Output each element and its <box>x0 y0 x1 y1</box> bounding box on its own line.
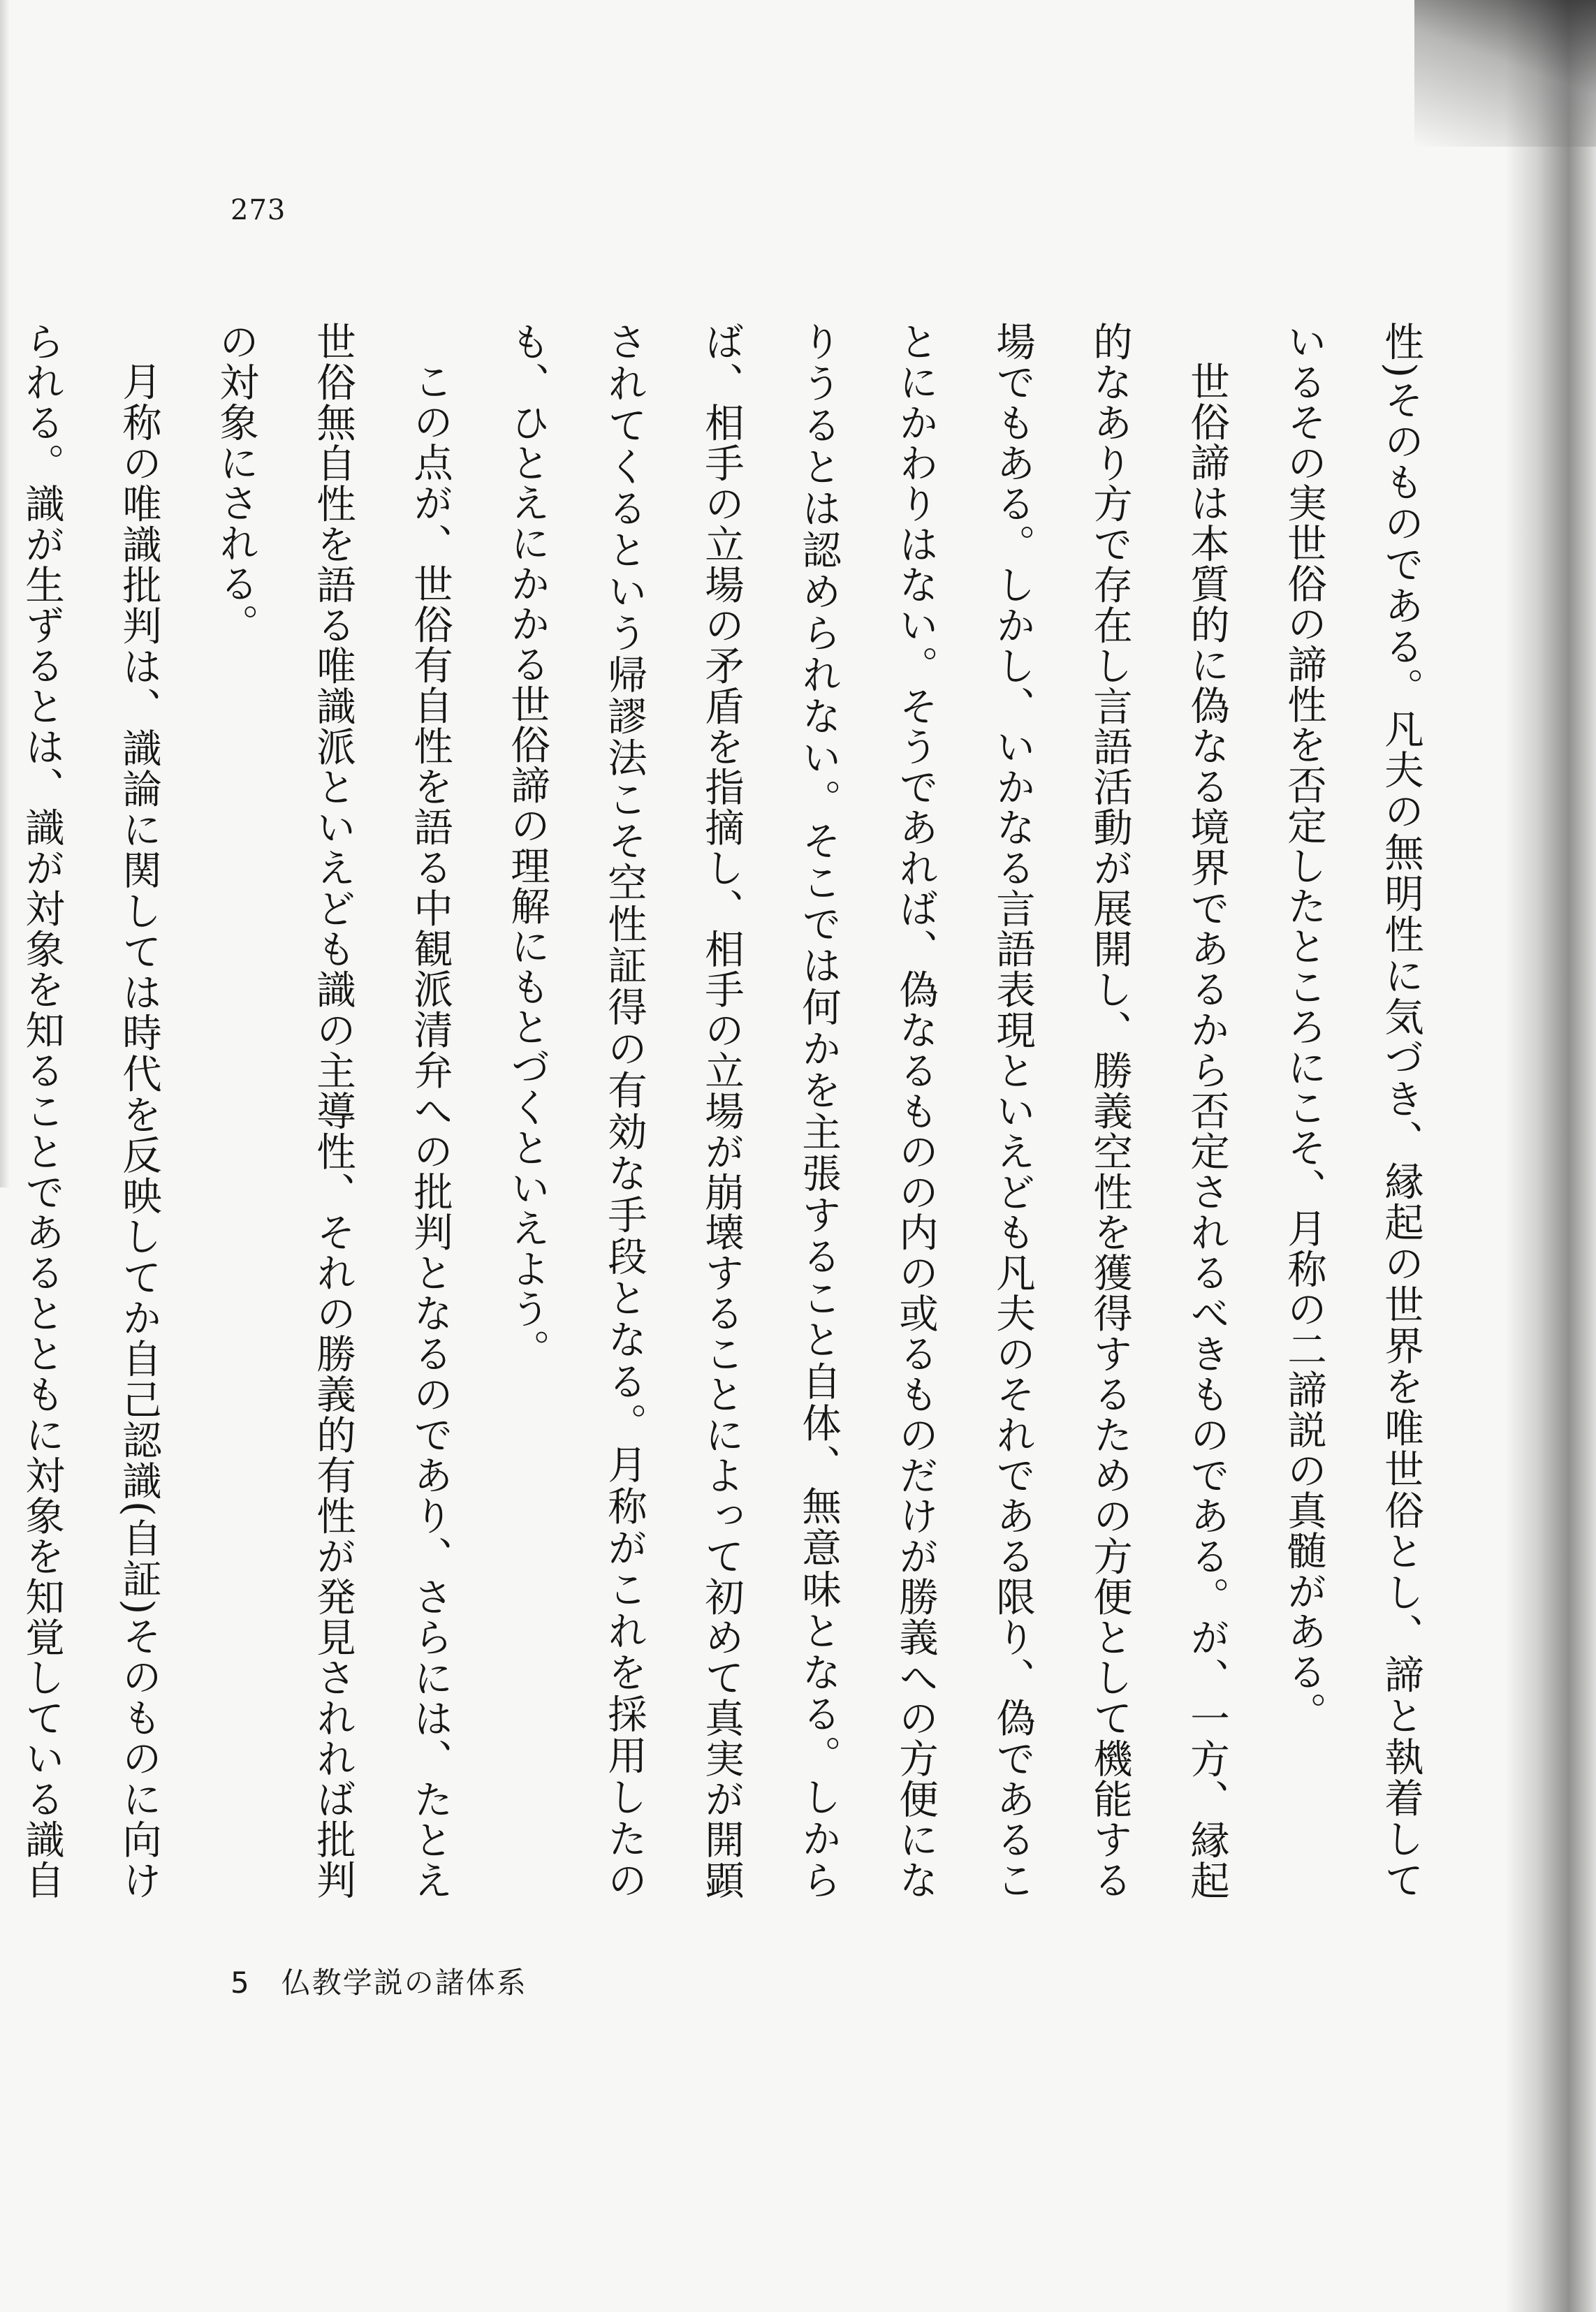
paragraph-continued: 性)そのものである。凡夫の無明性に気づき、縁起の世界を唯世俗とし、諦と執着しているその実世俗の諦性を否定したところにこそ、月称の二諦説の真髄がある。 <box>1281 321 1423 1900</box>
paragraph: この点が、世俗有自性を語る中観派清弁への批判となるのであり、さらには、たとえ世俗無自性を語る唯識派といえども識の主導性、それの勝義的有性が発見されれば批判の対象にされる。 <box>213 321 453 1900</box>
page-number: 273 <box>230 194 286 226</box>
paragraph: 世俗諦は本質的に偽なる境界であるから否定されるべきものである。が、一方、縁起的なあり方で存在し言語活動が展開し、勝義空性を獲得するための方便として機能する場でもある。しかし、いかなる言語表現といえども凡夫のそれである限り、偽であることにかわりはない。そうであれば、偽なるものの内の或るものだけが勝義への方便になりうるとは認められない。そこでは何かを主張すること自体、無意味となる。しからば、相手の立場の矛盾を指摘し、相手の立場が崩壊することによって初めて真実が開顕されてくるという帰謬法こそ空性証得の有効な手段となる。月称がこれを採用したのも、ひとえにかかる世俗諦の理解にもとづくといえよう。 <box>504 321 1229 1900</box>
chapter-title: 仏教学説の諸体系 <box>281 1966 527 2000</box>
running-footer <box>230 1960 527 2002</box>
paragraph: 月称の唯識批判は、識論に関しては時代を反映してか自己認識(自証)そのものに向けられる。識が生ずるとは、識が対象を知ることであるとともに対象を知覚している識自 <box>19 321 161 1900</box>
scan-shadow-right <box>1505 0 1596 2312</box>
vertical-text-body <box>19 321 1449 1900</box>
chapter-number: 5 <box>230 1966 249 2000</box>
scan-shadow-corner <box>1414 0 1596 147</box>
